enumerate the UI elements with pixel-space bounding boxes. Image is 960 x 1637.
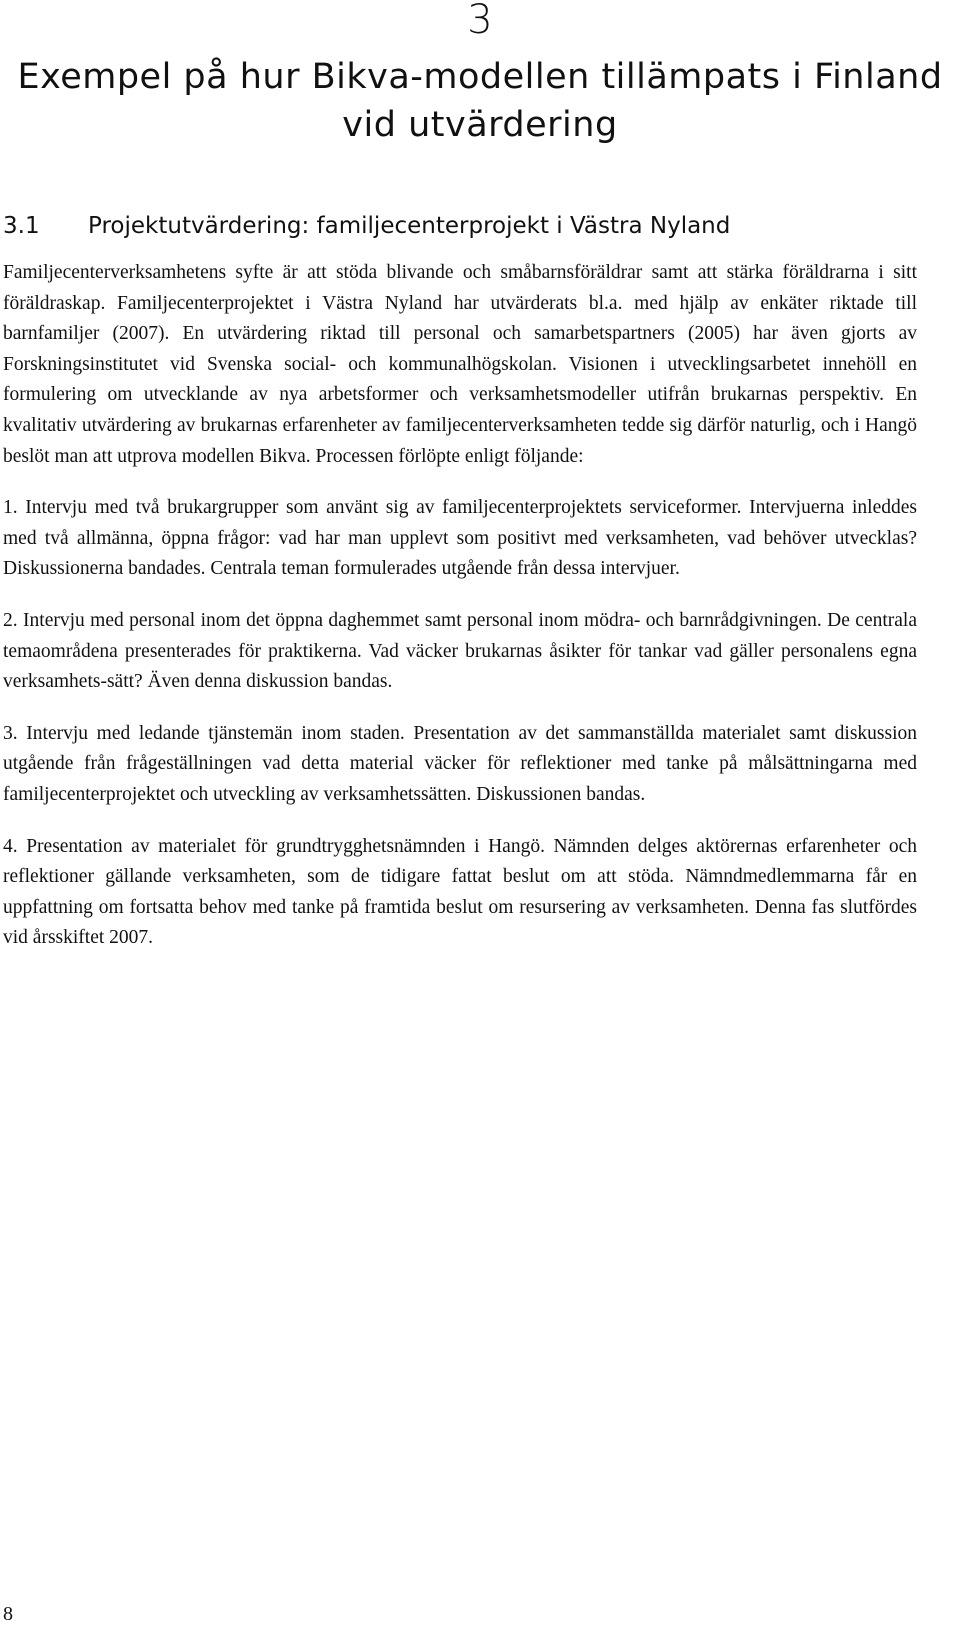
process-step-2: 2. Intervju med personal inom det öppna daghemmet samt personal inom mödra- och barnrådgivningen. De centrala temaområdena presenterades för praktikerna. Vad väcker brukarnas åsikter för tankar vad gäller personalens egna verksamhets-sätt? Även denna diskussion bandas. bbox=[3, 609, 917, 693]
process-step-4: 4. Presentation av materialet för grundtrygghetsnämnden i Hangö. Nämnden delges aktörernas erfarenheter och reflektioner gällande verksamheten, som de tidigare fattat beslut om att stöda. Nämndmedlemmarna får en uppfattning om fortsatta behov med tanke på framtida beslut om resursering av verksamheten. Denna fas slutfördes vid årsskiftet 2007. bbox=[3, 835, 917, 949]
page-number: 8 bbox=[3, 1603, 13, 1625]
process-step-3: 3. Intervju med ledande tjänstemän inom staden. Presentation av det sammanställda materialet samt diskussion utgående från frågeställningen vad detta material väcker för reflektioner med tanke på målsättningarna med familjecenterprojektet och utveckling av verksamhetssätten. Diskussionen bandas. bbox=[3, 722, 917, 805]
section-title: Projektutvärdering: familjecenterprojekt i Västra Nyland bbox=[88, 213, 731, 239]
process-step-1: 1. Intervju med två brukargrupper som använt sig av familjecenterprojektets serviceformer. Intervjuerna inleddes med två allmänna, öppna frågor: vad har man upplevt som positivt med verksamheten, vad behöver utvecklas? Diskussionerna bandades. Centrala teman formulerades utgående från dessa intervjuer. bbox=[3, 497, 917, 580]
intro-paragraph: Familjecenterverksamhetens syfte är att stöda blivande och småbarnsföräldrar samt att stärka föräldrarna i sitt föräldraskap. Familjecenterprojektet i Västra Nyland har utvärderats bl.a. med hjälp av enkäter riktade till barnfamiljer (2007). En utvärdering riktad till personal och samarbetspartners (2005) har även gjorts av Forskningsinstitutet vid Svenska social- och kommunalhögskolan. Visionen i utvecklingsarbetet innehöll en formulering om utvecklande av nya arbetsformer och verksamhetsmodeller utifrån brukarnas perspektiv. En kvalitativ utvärdering av brukarnas erfarenheter av familjecenterverksamheten tedde sig därför naturlig, och i Hangö beslöt man att utprova modellen Bikva. Processen förlöpte enligt följande: bbox=[3, 262, 917, 467]
section-heading bbox=[3, 211, 730, 241]
chapter-title: Exempel på hur Bikva-modellen tillämpats i Finland vid utvärdering bbox=[17, 57, 943, 145]
chapter-number: 3 bbox=[467, 0, 493, 43]
section-number: 3.1 bbox=[3, 213, 40, 239]
body-text bbox=[3, 258, 917, 975]
